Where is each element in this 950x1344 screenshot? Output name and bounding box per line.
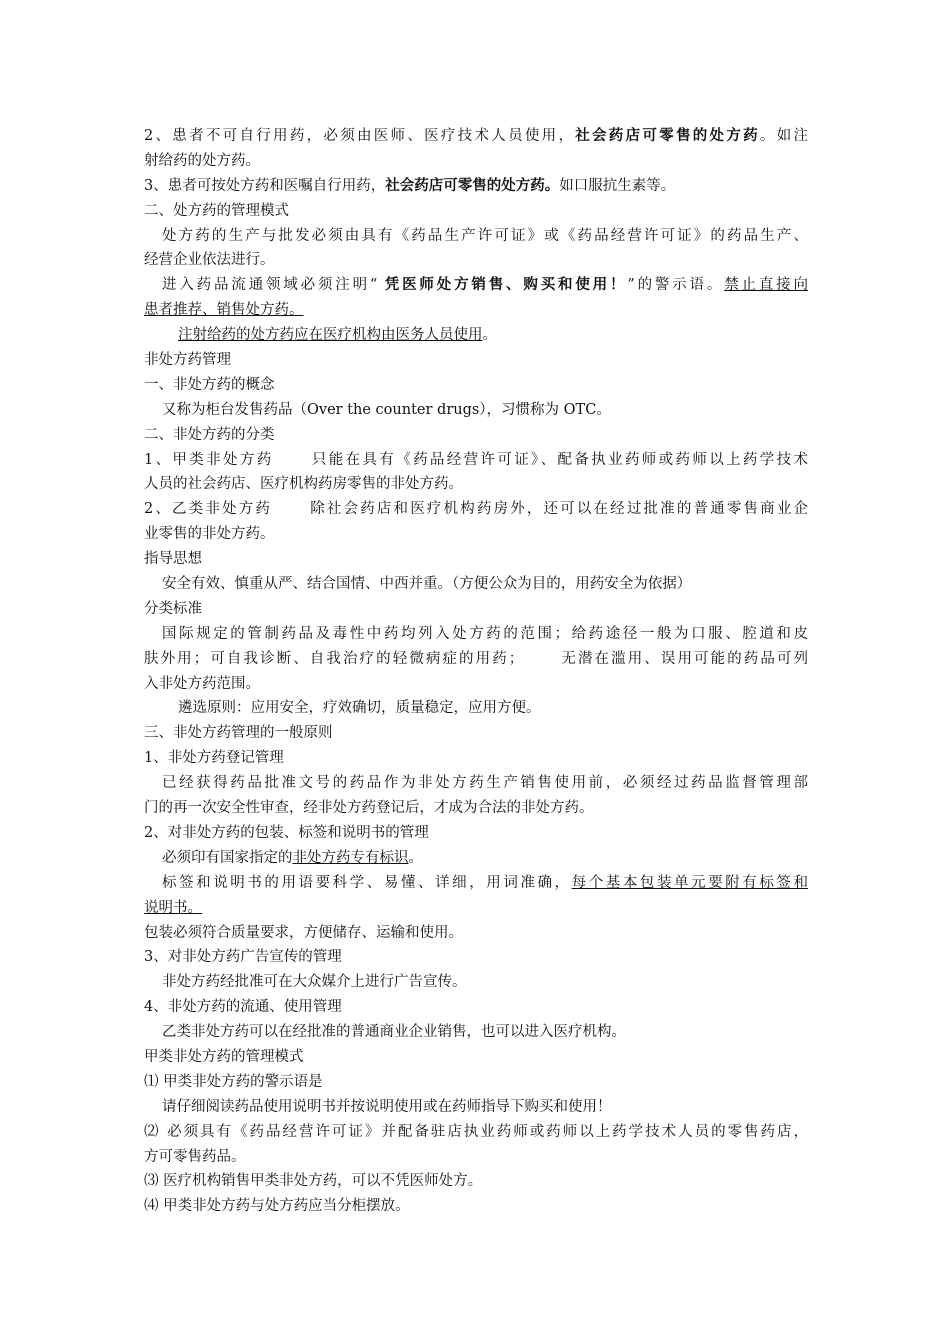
section-heading: 2、对非处方药的包装、标签和说明书的管理 bbox=[144, 824, 429, 841]
paragraph-line: 方可零售药品。 bbox=[144, 1148, 246, 1165]
bold-text: 社会药店可零售的处方药。 bbox=[385, 176, 560, 194]
document-body bbox=[144, 124, 808, 1219]
text-run: 除社会药店和医疗机构药房外，还可以在经过批准的普通零售商业企 bbox=[308, 501, 808, 518]
section-heading: 二、非处方药的分类 bbox=[144, 426, 275, 443]
section-heading: 三、非处方药管理的一般原则 bbox=[144, 725, 333, 742]
bold-text: 社会药店可零售的处方药 bbox=[575, 127, 760, 144]
paragraph-line: 乙类非处方药可以在经批准的普通商业企业销售，也可以进入医疗机构。 bbox=[162, 1024, 626, 1041]
text-run: 进入药品流通领域必须注明“ bbox=[162, 277, 385, 294]
paragraph-line: 国际规定的管制药品及毒性中药均列入处方药的范围；给药途径一般为口服、腔道和皮 bbox=[162, 625, 808, 642]
text-run: 。 bbox=[482, 327, 497, 344]
paragraph-line: 入非处方药范围。 bbox=[144, 675, 260, 692]
section-heading: 1、非处方药登记管理 bbox=[144, 750, 284, 767]
section-heading: 二、处方药的管理模式 bbox=[144, 202, 289, 219]
text-run: 2、乙类非处方药 bbox=[144, 501, 273, 518]
text-run: 如口服抗生素等。 bbox=[559, 177, 676, 194]
section-heading: 甲类非处方药的管理模式 bbox=[144, 1048, 304, 1065]
paragraph-line: 门的再一次安全性审查，经非处方药登记后，才成为合法的非处方药。 bbox=[144, 800, 594, 817]
paragraph-line bbox=[144, 298, 808, 323]
text-run: 必须印有国家指定的 bbox=[162, 849, 293, 866]
paragraph-line: 射给药的处方药。 bbox=[144, 152, 260, 169]
underlined-text: 每个基本包装单元要附有标签和 bbox=[571, 874, 808, 891]
paragraph-line bbox=[144, 448, 808, 473]
paragraph-line bbox=[144, 273, 808, 298]
paragraph-line: 又称为柜台发售药品（Over the counter drugs），习惯称为 OTC。 bbox=[162, 401, 611, 418]
text-run: 肤外用；可自我诊断、自我治疗的轻微病症的用药； bbox=[144, 650, 524, 667]
section-heading: 4、非处方药的流通、使用管理 bbox=[144, 999, 342, 1016]
text-run: ”的警示语。 bbox=[627, 277, 725, 294]
list-item: ⑶ 医疗机构销售甲类非处方药，可以不凭医师处方。 bbox=[144, 1173, 483, 1190]
text-run: 1、甲类非处方药 bbox=[144, 451, 274, 468]
text-run: 无潜在滥用、误用可能的药品可列 bbox=[559, 650, 808, 667]
paragraph-line: 请仔细阅读药品使用说明书并按说明使用或在药师指导下购买和使用！ bbox=[162, 1098, 612, 1115]
text-run: 标签和说明书的用语要科学、易懂、详细，用词准确， bbox=[162, 874, 572, 891]
list-item: ⑴ 甲类非处方药的警示语是 bbox=[144, 1073, 323, 1090]
paragraph-line: 业零售的非处方药。 bbox=[144, 526, 275, 543]
paragraph-line: 非处方药经批准可在大众媒介上进行广告宣传。 bbox=[162, 974, 467, 991]
paragraph-line: 经营企业依法进行。 bbox=[144, 252, 275, 269]
text-run: 2、患者不可自行用药，必须由医师、医疗技术人员使用， bbox=[144, 128, 576, 144]
paragraph-line: 安全有效、慎重从严、结合国情、中西并重。（方便公众为目的，用药安全为依据） bbox=[162, 576, 692, 593]
paragraph-line: 遴选原则：应用安全，疗效确切，质量稳定，应用方便。 bbox=[178, 700, 541, 717]
section-heading: 一、非处方药的概念 bbox=[144, 376, 275, 393]
section-heading: 指导思想 bbox=[144, 551, 202, 568]
paragraph-line bbox=[144, 647, 808, 672]
section-heading: 非处方药管理 bbox=[144, 352, 231, 369]
underlined-text: 非处方药专有标识 bbox=[292, 849, 409, 866]
text-run: 3、患者可按处方药和医嘱自行用药， bbox=[144, 177, 386, 194]
paragraph-line: 已经获得药品批准文号的药品作为非处方药生产销售使用前，必须经过药品监督管理部 bbox=[162, 775, 808, 792]
text-run: 。 bbox=[408, 849, 423, 866]
paragraph-line: 处方药的生产与批发必须由具有《药品生产许可证》或《药品经营许可证》的药品生产、 bbox=[162, 227, 808, 244]
text-run: 。如注 bbox=[759, 128, 808, 144]
underlined-text: 患者推荐、销售处方药。 bbox=[144, 302, 304, 319]
underlined-text: 说明书。 bbox=[144, 899, 202, 916]
section-heading: 分类标准 bbox=[144, 600, 202, 617]
paragraph-line bbox=[144, 871, 808, 896]
paragraph-line bbox=[144, 896, 808, 921]
paragraph-line bbox=[144, 174, 808, 199]
underlined-text: 禁止直接向 bbox=[724, 277, 808, 294]
paragraph-line bbox=[144, 124, 808, 149]
paragraph-line bbox=[144, 846, 808, 871]
paragraph-line bbox=[144, 497, 808, 522]
paragraph-line bbox=[144, 323, 808, 348]
section-heading: 3、对非处方药广告宣传的管理 bbox=[144, 949, 342, 966]
text-run: 只能在具有《药品经营许可证》、配备执业药师或药师以上药学技术 bbox=[309, 451, 808, 468]
underlined-text: 注射给药的处方药应在医疗机构由医务人员使用 bbox=[178, 327, 483, 344]
paragraph-line: 包装必须符合质量要求，方便储存、运输和使用。 bbox=[144, 924, 463, 941]
bold-text: 凭医师处方销售、购买和使用！ bbox=[384, 276, 628, 294]
list-item: ⑵ 必须具有《药品经营许可证》并配备驻店执业药师或药师以上药学技术人员的零售药店， bbox=[144, 1123, 808, 1140]
list-item: ⑷ 甲类非处方药与处方药应当分柜摆放。 bbox=[144, 1198, 410, 1215]
paragraph-line: 人员的社会药店、医疗机构药房零售的非处方药。 bbox=[144, 476, 463, 493]
